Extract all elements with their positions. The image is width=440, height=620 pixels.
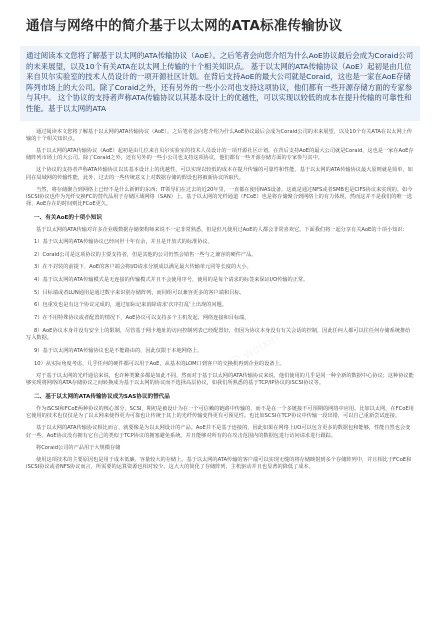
paragraph: 使用这项技术的主要原因也是用于成本低廉、容量较大的存储上。基于以太网的ATA传输的客户端可以实现无缝的将存储映射到多个存储阵列中，并且相比于FCoE和iSCSI协议或者NFS协议而言，所需要的运算资源也相对较少。这大大的简化了存储阵列、主机驱动并且也显著的降低了成本。 xyxy=(26,456,412,471)
list-item: 2）Coraid公司是这项协议的主要支持者，但是其他的公司仍然会销售一些与之兼容的硬件产品。 xyxy=(34,251,257,258)
list-item: 7）在不用特殊协议或者配置的情况下，AoE协议可以支持多个主机发起、网络连接和目标端。 xyxy=(34,315,250,322)
list-item: 9）基于以太网的ATA传输协议也是不能路由的，因此仅限于本地网络上。 xyxy=(34,347,203,354)
summary-box xyxy=(20,46,420,121)
paragraph: 基于以太网的ATA传输协议相比而言，就要像是为以太网设计的产品。AoE并不是基于连接的，因此如果在网络上I/O可以包含更多的数据包和能够，性能自然也会变好一些。AoE协议没有拥有它自己的类似于TCP协议的拥塞避免系统，并且能够对所有的在攻击范围内的数据包进行访问请求进行跟踪。 xyxy=(26,425,411,439)
list-item: 10）从实际角度考虑，几乎任何的硬件都可以用于AoE，从基本的LOM口到客户的交换机再到企业的设备上。 xyxy=(34,360,285,367)
section-heading: 一、有关AoE的十项小知识 xyxy=(34,214,102,221)
page-title: 通信与网络中的简介基于以太网的ATA标准传输协议 xyxy=(26,18,343,34)
list-item: 1）基于以太网的ATA传输协议已经问世十年有余，并且是开放式的标准协议。 xyxy=(34,239,213,246)
summary-text: 通过阅读本文您将了解基于以太网的ATA传输协议（AoE）。之后笔者会向您介绍为什么AoE协议最后会成为Coraid公司的未来展望，以及10个有关ATA在以太网上传输的十个相关知识点。 基于以太网的ATA传输协议（AoE）起初是由几位来自贝尔实验室的技术人员设计的一项开源社区计划。在背后支持AoE的最大公司就是Coraid，这也是一家在AoE存储阵列市场上的大公司。除了Coraid之外，还有另外的一些小公司也支持这项协议，他们都有一些开源存储方面的专家参与其中。 这个协议的支持者声称ATA传输协议以其基本设计上的优越性，可以实现以较低的成本在提升传输的可靠性和性能。基于以太网的ATA xyxy=(26,51,414,113)
section-heading: 二、基于以太网的ATA传输协议成为SAS协议的替代品 xyxy=(34,393,170,400)
list-item: 8）AoE协议本身并没有安全上的限制，尽管基于网卡地址的访问控制列表已经配置好，但因为协议本身没有有关会话的控制，因此任何人都可以往任何存储系统推给写入数据。 xyxy=(26,327,411,342)
list-item: 4）基于以太网的ATA传输模式是无连接的传输模式并且不会使用序号，使用的是每个请求的标签来保证I/O传输的正常。 xyxy=(34,277,309,284)
paragraph: 将Coraid公司的产品用于大规模存储 xyxy=(36,444,121,451)
list-item: 6）包重发也是有这个协议完成的，通过加际记来消除请求'次序打乱'上出现的问题。 xyxy=(34,302,227,309)
paragraph: 作为iSCSI和FCoE两种协议的核心部分，SCSI，期初是被设计为在一个可信赖的链路中传输的，而不是在一个多链接不可预期的网络中应用。比如以太网。在FCoE用它使用的技术也仅仅是为了以太网来使得更为可靠也让传统于其上的光纤传输变得更有可预见性。也比如SCSI在TCP协议中传输一段出错，可以自己重新尝试连接。 xyxy=(26,406,414,420)
paragraph: 基于以太网的ATA传输协议（AoE）起初是由几位来自贝尔实验室的技术人员设计的一项开源社区计划。在背后支持AoE的最大公司就是Coraid，这也是一家在AoE存储阵列市场上的大公司。除了Coraid之外，还有另外的一些小公司也支持这项协议，他们都有一些开源存储方面的专家参与其中。 xyxy=(26,147,414,162)
paragraph: 当然，将存储聚合到网络上已经不是什么新鲜的东西；IT领导们在过去的近20年里，一直都在使用NAS设备，这就是通过NFS或者SMB也是CIFS协议来实现的。如今iSCSI协议也作为光纤交换FC的替代品用于存储区域网络（SAN）上。基于以太网的光纤通道（FCoE）也是将存储聚合到网络上的有力体现，然而这并不是我们的唯一选择，AoE存在的时间则比FCoE更久。 xyxy=(26,186,413,208)
paragraph: 通过阅读本文您将了解基于以太网的ATA传输协议（AoE）。之后笔者会向您介绍为什么AoE协议最后会成为Coraid公司的未来展望，以及10个有关ATA在以太网上传输的十个相关知识点。 xyxy=(26,128,413,142)
list-item: 3）在不封装的前提下，AoE的客户端会将I/O请求分割成以满足最大传输单元同等长度的大小。 xyxy=(34,264,252,271)
paragraph: 对于基于以太网的光纤通信来说，也许种类繁多都是如此不同，然而对于基于以太网的ATA传输协议来说，他们使用的几乎是同一种全新的数据中心协议；这种协议能够实现将网络的ATA存储协议之间转换成为基于以太网的协议而不选择高层协议，如我们所熟悉的基于TCP/IP协议的iSCSI协议等。 xyxy=(26,373,414,387)
paragraph: 这个协议的支持者声称ATA传输协议以其基本设计上的优越性，可以实现以较低的成本在提升传输的可靠性和性能。基于以太网的ATA传输协议最大原则就是简单，如同在局域网的传输性能，此外，过去的一些传统意义上对数据存储的假设也将被新协议所取代。 xyxy=(26,167,413,181)
watermark-text: @ weixin xyxy=(226,330,281,370)
paragraph: 基于以太网的ATA传输对许多企业级数据存储架构师来说不一定非常熟悉，但是但凡使用过AoE的人都会非常喜欢它。下面我们将一起分享有关AoE的十项小知识： xyxy=(36,226,408,233)
list-item: 5）目标端或者LUN通用是通过数字来识别存储阵列，而同组可以兼容更多的客户端和目标。 xyxy=(34,289,245,296)
article-body xyxy=(26,129,414,472)
